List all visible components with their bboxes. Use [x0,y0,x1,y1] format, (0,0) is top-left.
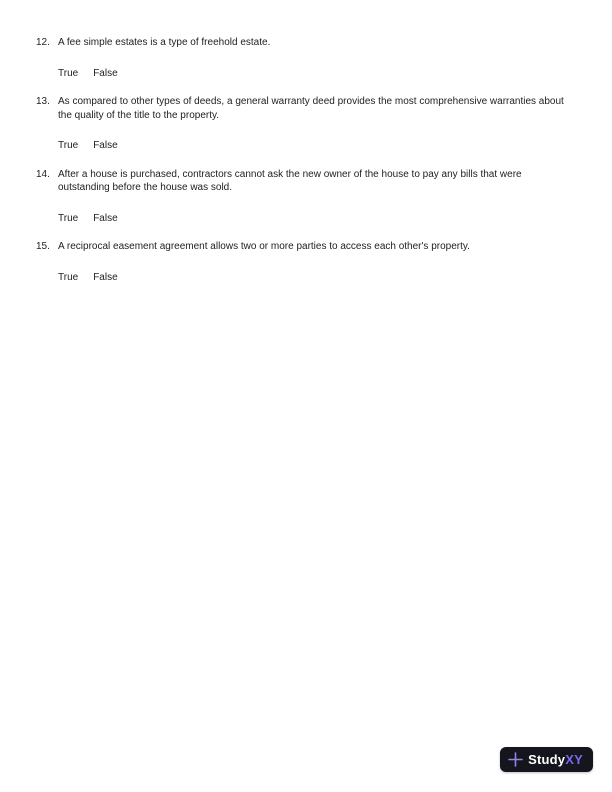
question-number: 12. [36,37,50,48]
logo-brand-accent: XY [565,752,583,767]
studyxy-logo-badge[interactable] [500,747,593,772]
option-false[interactable]: False [93,140,118,151]
question-number: 15. [36,241,50,252]
question-item [36,95,576,153]
option-true[interactable]: True [58,271,79,283]
answer-options [58,139,576,153]
question-item [36,240,576,284]
question-text: As compared to other types of deeds, a general warranty deed provides the most comprehensive warranties about the quality of the title to the property. [58,96,564,121]
question-number: 14. [36,168,50,180]
answer-options [58,67,576,81]
question-text: A reciprocal easement agreement allows two or more parties to access each other's property. [58,241,470,252]
option-true[interactable]: True [58,140,79,151]
option-true[interactable]: True [58,212,79,224]
question-item [36,168,576,226]
logo-wordmark [528,752,583,767]
questions-list [0,0,612,284]
logo-brand-primary: Study [528,752,566,767]
question-item [36,36,576,80]
option-false[interactable]: False [93,212,118,224]
option-false[interactable]: False [93,67,118,79]
question-text: A fee simple estates is a type of freehold estate. [58,37,271,48]
option-true[interactable]: True [58,67,79,79]
answer-options [58,212,576,226]
answer-options [58,271,576,285]
plus-icon [508,752,523,767]
option-false[interactable]: False [93,271,118,283]
question-text: After a house is purchased, contractors cannot ask the new owner of the house to pay any bills that were outstanding before the house was sold. [58,168,522,193]
question-number: 13. [36,96,50,107]
